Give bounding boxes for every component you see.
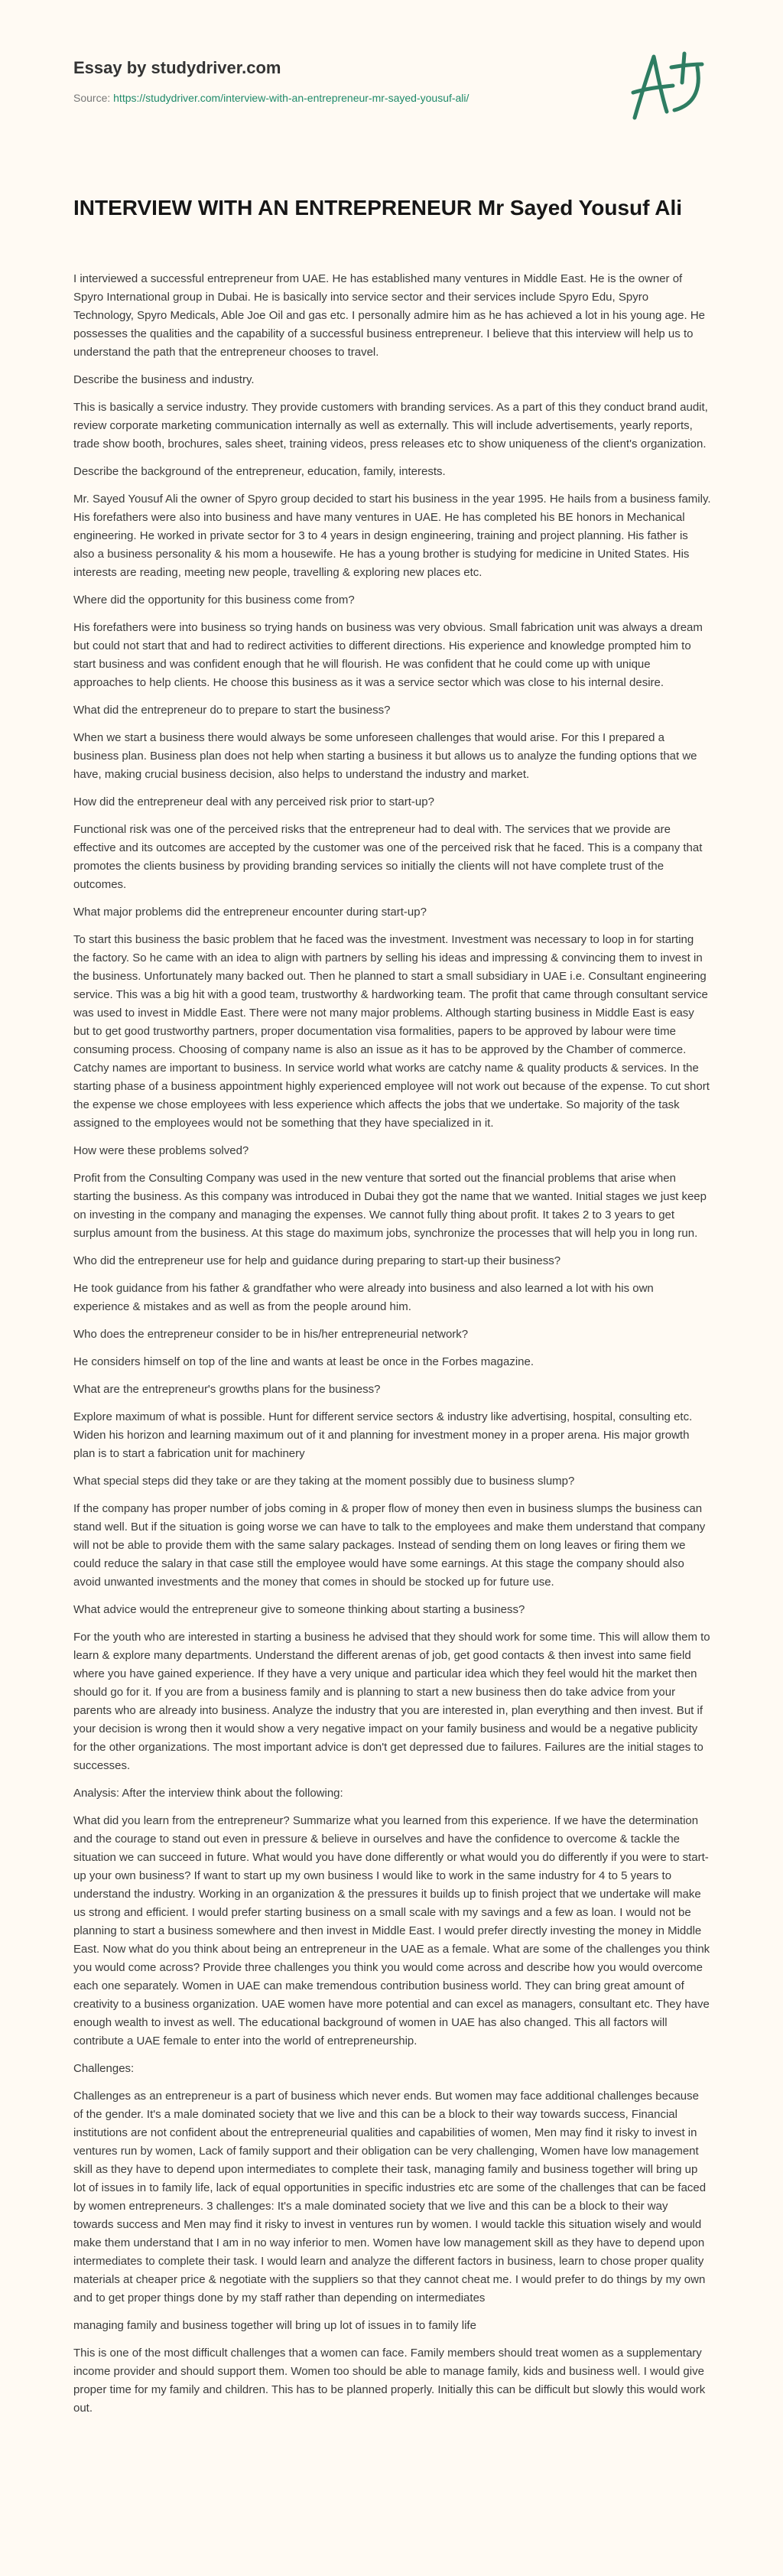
essay-paragraph: How were these problems solved? <box>73 1144 249 1157</box>
a-plus-logo-icon <box>627 50 711 127</box>
essay-paragraph: To start this business the basic problem that he faced was the investment. Investment was necessary to loop in for starting the factory. So he came with an idea to align with partners by selling his ideas and impressing & convincing them to invest in the business. Unfortunately many backed out. Then he planned to start a small subsidiary in UAE i.e. Consultant engineering service. This was a big hit with a good team, trustworthy & hardworking team. The profit that came through consultant service was used to invest in Middle East. There were not many major problems. Although starting business in Middle East is easy but to get good trustworthy partners, proper documentation visa formalities, papers to be approved by labour were time consuming process. Choosing of company name is also an issue as it has to be approved by the Chamber of commerce. Catchy names are important to business. In service world what works are catchy name & quality products & services. In the starting phase of a business appointment highly experienced employee will not work out because of the expense. To cut short the expense we chose employees with less experience which affects the jobs that we undertake. So majority of the task assigned to the employees would not be something that they have specialized in it. <box>73 933 710 1130</box>
essay-paragraph: Functional risk was one of the perceived risks that the entrepreneur had to deal with. The services that we provide are effective and its outcomes are accepted by the customer was one of the perceived risk that he faced. This is a company that promotes the clients business by providing branding services so initially the clients will not have complete trust of the outcomes. <box>73 823 703 891</box>
essay-paragraph: Describe the background of the entrepreneur, education, family, interests. <box>73 465 446 478</box>
source-link[interactable]: https://studydriver.com/interview-with-an-entrepreneur-mr-sayed-yousuf-ali/ <box>113 92 469 104</box>
essay-paragraph: Explore maximum of what is possible. Hunt for different service sectors & industry like advertising, hospital, consulting etc. Widen his horizon and learning maximum out of it and planning for investment money in a proper arena. His major growth plan is to start a fabrication unit for machinery <box>73 1410 693 1460</box>
essay-paragraph: Challenges as an entrepreneur is a part of business which never ends. But women may face additional challenges because of the gender. It's a male dominated society that we live and this can be a block to their way towards success, Financial institutions are not confident about the entrepreneurial qualities and capabilities of women, Men may find it risky to invest in ventures run by women, Lack of family support and their obligation can be very challenging, Women have low management skill as they have to depend upon intermediates to complete their task, managing family and business together will bring up lot of issues in to family life, lack of equal opportunities in specific industries etc are some of the challenges that can be faced by women entrepreneurs. 3 challenges: It's a male dominated society that we live and this can be a block to their way towards success and Men may find it risky to invest in ventures run by women. I would tackle this situation wisely and would make them understand that I am in no way inferior to men. Women have low management skill as they have to depend upon intermediates to complete their task. I would learn and analyze the different factors in business, learn to chose proper quality materials at cheaper price & negotiate with the suppliers so that they cannot cheat me. I would prefer to do things by my own and to get proper things done by my staff rather than depending on intermediates <box>73 2090 707 2304</box>
essay-paragraph: What special steps did they take or are they taking at the moment possibly due to business slump? <box>73 1475 575 1488</box>
source-label: Source: <box>73 92 114 104</box>
essay-paragraph: Where did the opportunity for this business come from? <box>73 594 355 607</box>
document-header <box>73 57 609 106</box>
essay-paragraph: For the youth who are interested in starting a business he advised that they should work for some time. This will allow them to learn & explore many departments. Understand the different arenas of job, get good contacts & then invest into same field where you have gained experience. If they have a very unique and particular idea which they feel would hit the market then should go for it. If you are from a business family and is planning to start a new business then do take advice from your parents who are already into business. Analyze the industry that you are interested in, plan everything and then invest. But if your decision is wrong then it would show a very negative impact on your family business and would be a negative publicity for the other organizations. The most important advice is don't get depressed due to failures. Failures are the initial stages to successes. <box>73 1631 710 1772</box>
essay-paragraph: Describe the business and industry. <box>73 373 255 386</box>
essay-paragraph: His forefathers were into business so trying hands on business was very obvious. Small fabrication unit was always a dream but could not start that and had to redirect activities to different directions. His experience and knowledge prompted him to start business and was confident enough that he will flourish. He was confident that he could come up with unique approaches to help clients. He choose this business as it was a service sector which was close to his internal desire. <box>73 621 703 689</box>
essay-paragraph: managing family and business together will bring up lot of issues in to family life <box>73 2319 476 2332</box>
essay-paragraph: I interviewed a successful entrepreneur from UAE. He has established many ventures in Middle East. He is the owner of Spyro International group in Dubai. He is basically into service sector and their services include Spyro Edu, Spyro Technology, Spyro Medicals, Able Joe Oil and gas etc. I personally admire him as he has achieved a lot in his young age. He possesses the qualities and the capability of a successful business entrepreneur. I believe that this interview will help us to understand the path that the entrepreneur chooses to travel. <box>73 272 706 359</box>
essay-paragraph: What major problems did the entrepreneur encounter during start-up? <box>73 906 427 919</box>
essay-paragraph: If the company has proper number of jobs coming in & proper flow of money then even in business slumps the business can stand well. But if the situation is going worse we can have to talk to the employees and make them understand that company will not be able to provide them with the same salary packages. Instead of sending them on long leaves or firing them we could reduce the salary in that case still the employee would have some earnings. At this stage the company should also avoid unwanted investments and the money that comes in should be stocked up for future use. <box>73 1502 706 1589</box>
essay-paragraph: How did the entrepreneur deal with any perceived risk prior to start-up? <box>73 795 434 808</box>
essay-paragraph: Who does the entrepreneur consider to be in his/her entrepreneurial network? <box>73 1328 469 1341</box>
essay-paragraph: He considers himself on top of the line and wants at least be once in the Forbes magazine. <box>73 1355 534 1368</box>
essay-paragraph: Who did the entrepreneur use for help and guidance during preparing to start-up their business? <box>73 1254 561 1267</box>
essay-paragraph: What are the entrepreneur's growths plans for the business? <box>73 1383 381 1396</box>
essay-paragraph: He took guidance from his father & grandfather who were already into business and also learned a lot with his own experience & mistakes and as well as from the people around him. <box>73 1282 654 1313</box>
essay-title: INTERVIEW WITH AN ENTREPRENEUR Mr Sayed Yousuf Ali <box>73 196 683 220</box>
essay-paragraph: Challenges: <box>73 2062 135 2075</box>
essay-paragraph: When we start a business there would always be some unforeseen challenges that would arise. For this I prepared a business plan. Business plan does not help when starting a business it but allows us to analyze the funding options that we have, making crucial business decision, also helps to understand the industry and market. <box>73 731 697 781</box>
source-line <box>73 90 609 106</box>
essay-paragraph: What did the entrepreneur do to prepare to start the business? <box>73 704 391 717</box>
essay-paragraph: Profit from the Consulting Company was used in the new venture that sorted out the financial problems that arise when starting the business. As this company was introduced in Dubai they got the name that we wanted. Initial stages we just keep on investing in the company and managing the expenses. We cannot fully thing about profit. It takes 2 to 3 years to get surplus amount from the business. At this stage do maximum jobs, synchronize the processes that will help you in long run. <box>73 1172 707 1240</box>
site-title: Essay by studydriver.com <box>73 58 281 77</box>
essay-body <box>73 270 711 2427</box>
essay-paragraph: What advice would the entrepreneur give to someone thinking about starting a business? <box>73 1603 525 1616</box>
essay-paragraph: This is one of the most difficult challenges that a women can face. Family members should treat women as a supplementary income provider and should support them. Women too should be able to manage family, kids and business well. I would give proper time for my family and children. This has to be planned properly. Initially this can be difficult but slowly this would work out. <box>73 2347 706 2415</box>
essay-paragraph: Mr. Sayed Yousuf Ali the owner of Spyro group decided to start his business in the year 1995. He hails from a business family. His forefathers were also into business and have many ventures in UAE. He has completed his BE honors in Mechanical engineering. He worked in private sector for 3 to 4 years in design engineering, training and project planning. His father is also a business personality & his mom a housewife. He has a young brother is studying for medicine in United States. His interests are reading, meeting new people, travelling & exploring new places etc. <box>73 493 711 579</box>
essay-paragraph: What did you learn from the entrepreneur? Summarize what you learned from this experience. If we have the determination and the courage to stand out even in pressure & believe in ourselves and have the confidence to overcome & tackle the situation we can succeed in future. What would you have done differently or what would you do differently if you were to start-up your own business? If want to start up my own business I would like to work in the same industry for 4 to 5 years to understand the industry. Working in an organization & the pressures it builds up to finish project that we undertake will make us strong and efficient. I would prefer starting business on a small scale with my savings and a few as loan. I would not be planning to start a business somewhere and then invest in Middle East. I would prefer directly investing the money in Middle East. Now what do you think about being an entrepreneur in the UAE as a female. What are some of the challenges you think you would come across? Provide three challenges you think you would come across and describe how you would overcome each one separately. Women in UAE can make tremendous contribution business world. They can bring great amount of creativity to a business organization. UAE women have more potential and can excel as managers, consultant etc. They have enough wealth to invest as well. The educational background of women in UAE has also changed. This all factors will contribute a UAE female to enter into the world of entrepreneurship. <box>73 1814 710 2047</box>
essay-paragraph: Analysis: After the interview think about the following: <box>73 1787 343 1800</box>
essay-paragraph: This is basically a service industry. They provide customers with branding services. As a part of this they conduct brand audit, review corporate marketing communication internally as well as externally. This will include advertisements, yearly reports, trade show booth, brochures, sales sheet, training videos, press releases etc to show uniqueness of the client's organization. <box>73 401 708 450</box>
